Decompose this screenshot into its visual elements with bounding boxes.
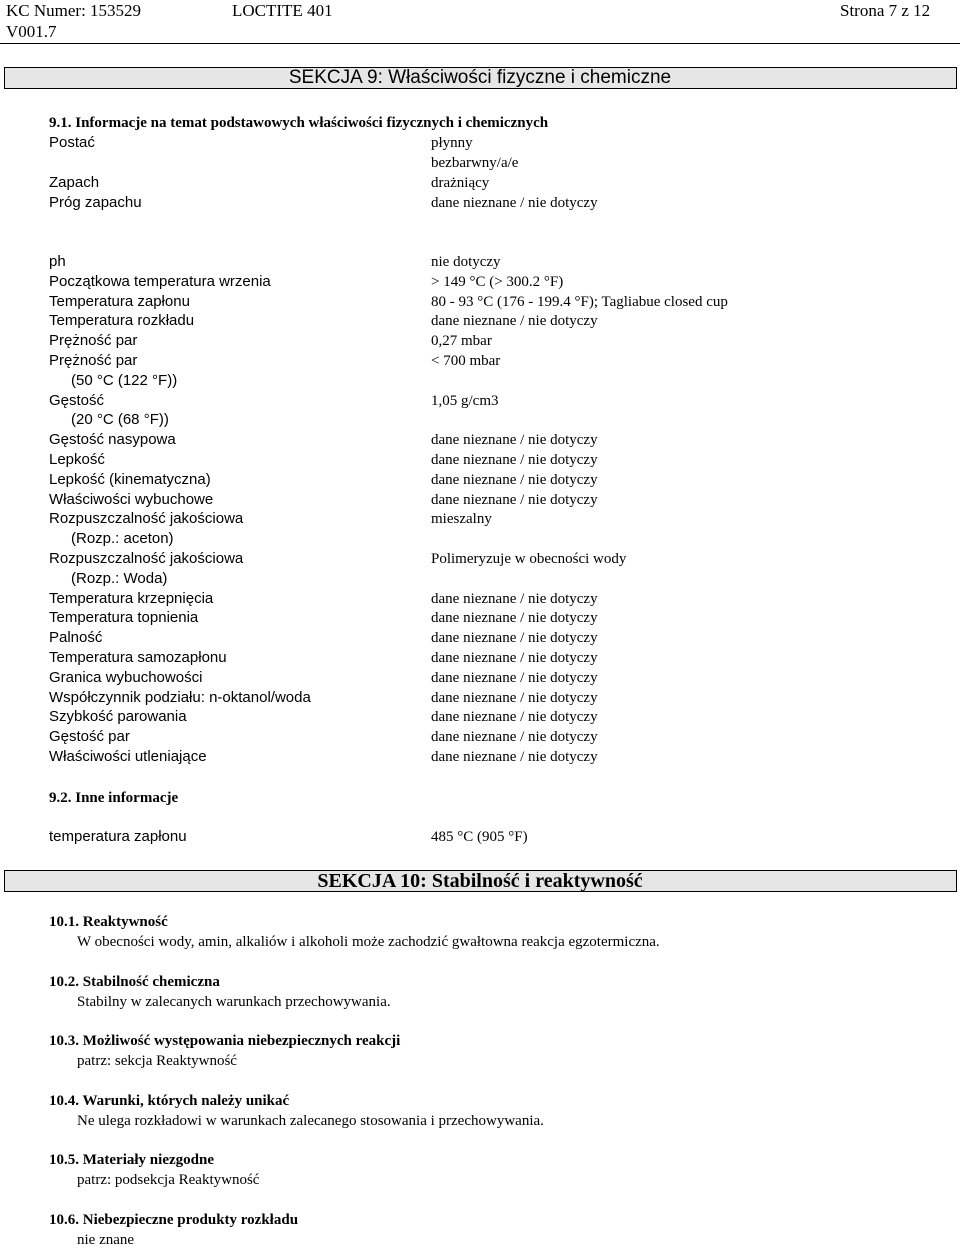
property-value: dane nieznane / nie dotyczy [431, 630, 598, 647]
property-value: dane nieznane / nie dotyczy [431, 689, 598, 706]
section9-title: SEKCJA 9: Właściwości fizyczne i chemiczne [288, 67, 672, 88]
subsection-heading: 10.5. Materiały niezgodne [49, 1152, 214, 1168]
property-value: dane nieznane / nie dotyczy [431, 610, 598, 627]
subsection-text: patrz: podsekcja Reaktywność [77, 1172, 260, 1188]
property-value: płynny [431, 135, 473, 151]
subsection-text: nie znane [77, 1231, 135, 1248]
property-value: dane nieznane / nie dotyczy [431, 709, 598, 726]
property-value: 485 °C (905 °F) [431, 829, 528, 845]
property-label: (Rozp.: Woda) [71, 569, 168, 587]
property-label: Właściwości utleniające [49, 748, 207, 765]
property-label: Lepkość [49, 451, 105, 468]
property-value: dane nieznane / nie dotyczy [431, 729, 598, 746]
subsection-heading: 10.6. Niebezpieczne produkty rozkładu [49, 1211, 299, 1228]
property-value: > 149 °C (> 300.2 °F) [431, 273, 564, 290]
subsection-text: W obecności wody, amin, alkaliów i alkoholi może zachodzić gwałtowna reakcja egzotermiczna. [77, 934, 660, 950]
property-value: 1,05 g/cm3 [431, 392, 499, 409]
property-label: Prężność par [49, 332, 138, 350]
property-label: Lepkość (kinematyczna) [49, 470, 211, 488]
property-value: dane nieznane / nie dotyczy [431, 491, 598, 508]
property-value: dane nieznane / nie dotyczy [431, 650, 598, 666]
property-label: ph [49, 253, 66, 270]
product-name: LOCTITE 401 [232, 1, 333, 20]
property-value: nie dotyczy [431, 254, 501, 270]
property-label: Temperatura krzepnięcia [49, 589, 214, 607]
property-value: 80 - 93 °C (176 - 199.4 °F); Tagliabue closed cup [431, 293, 728, 310]
version: V001.7 [6, 22, 57, 41]
property-value: dane nieznane / nie dotyczy [431, 313, 598, 330]
property-value: dane nieznane / nie dotyczy [431, 749, 598, 765]
property-value: mieszalny [431, 511, 492, 528]
kc-number: KC Numer: 153529 [6, 1, 142, 20]
property-value: dane nieznane / nie dotyczy [431, 590, 598, 607]
property-value: < 700 mbar [431, 353, 501, 369]
subsection-heading: 10.3. Możliwość występowania niebezpiecznych reakcji [49, 1033, 401, 1049]
property-label: Granica wybuchowości [49, 668, 203, 686]
property-label: temperatura zapłonu [49, 828, 187, 845]
property-value: dane nieznane / nie dotyczy [431, 432, 598, 449]
subsection-heading: 10.2. Stabilność chemiczna [49, 973, 220, 990]
section10-title: SEKCJA 10: Stabilność i reaktywność [317, 870, 643, 892]
section9-1-heading: 9.1. Informacje na temat podstawowych właściwości fizycznych i chemicznych [49, 115, 549, 131]
property-value: dane nieznane / nie dotyczy [431, 471, 598, 488]
subsection-text: patrz: sekcja Reaktywność [77, 1053, 237, 1069]
property-label: (50 °C (122 °F)) [71, 371, 178, 389]
property-label: Rozpuszczalność jakościowa [49, 510, 244, 528]
page-number: Strona 7 z 12 [840, 1, 931, 20]
property-label: Początkowa temperatura wrzenia [49, 272, 271, 290]
property-label: Gęstość [49, 391, 105, 409]
property-value: dane nieznane / nie dotyczy [431, 195, 598, 211]
property-value: Polimeryzuje w obecności wody [431, 551, 627, 567]
property-label: Właściwości wybuchowe [49, 490, 214, 508]
header-rule [0, 43, 960, 44]
property-label: (Rozp.: aceton) [71, 530, 174, 548]
property-value: bezbarwny/a/e [431, 155, 519, 171]
property-label: Gęstość par [49, 728, 130, 746]
property-label: Temperatura rozkładu [49, 312, 195, 330]
section9-2-heading: 9.2. Inne informacje [49, 790, 179, 806]
property-label: Palność [49, 629, 103, 647]
property-label: Postać [49, 134, 95, 151]
property-label: Temperatura samozapłonu [49, 649, 227, 666]
property-value: dane nieznane / nie dotyczy [431, 669, 598, 686]
property-label: Temperatura topnienia [49, 609, 199, 627]
property-label: Temperatura zapłonu [49, 292, 190, 310]
property-label: Próg zapachu [49, 194, 142, 211]
subsection-text: Ne ulega rozkładowi w warunkach zalecanego stosowania i przechowywania. [77, 1112, 544, 1129]
subsection-heading: 10.1. Reaktywność [49, 914, 168, 930]
subsection-heading: 10.4. Warunki, których należy unikać [49, 1092, 290, 1109]
property-label: Prężność par [49, 352, 138, 369]
property-label: Gęstość nasypowa [49, 431, 176, 449]
property-label: (20 °C (68 °F)) [71, 411, 169, 429]
property-label: Szybkość parowania [49, 708, 187, 726]
property-value: 0,27 mbar [431, 333, 492, 350]
property-label: Rozpuszczalność jakościowa [49, 550, 244, 567]
subsection-text: Stabilny w zalecanych warunkach przechowywania. [77, 993, 391, 1010]
property-value: drażniący [431, 175, 490, 191]
property-label: Współczynnik podziału: n-oktanol/woda [49, 688, 311, 706]
property-label: Zapach [49, 174, 100, 191]
property-value: dane nieznane / nie dotyczy [431, 452, 598, 468]
